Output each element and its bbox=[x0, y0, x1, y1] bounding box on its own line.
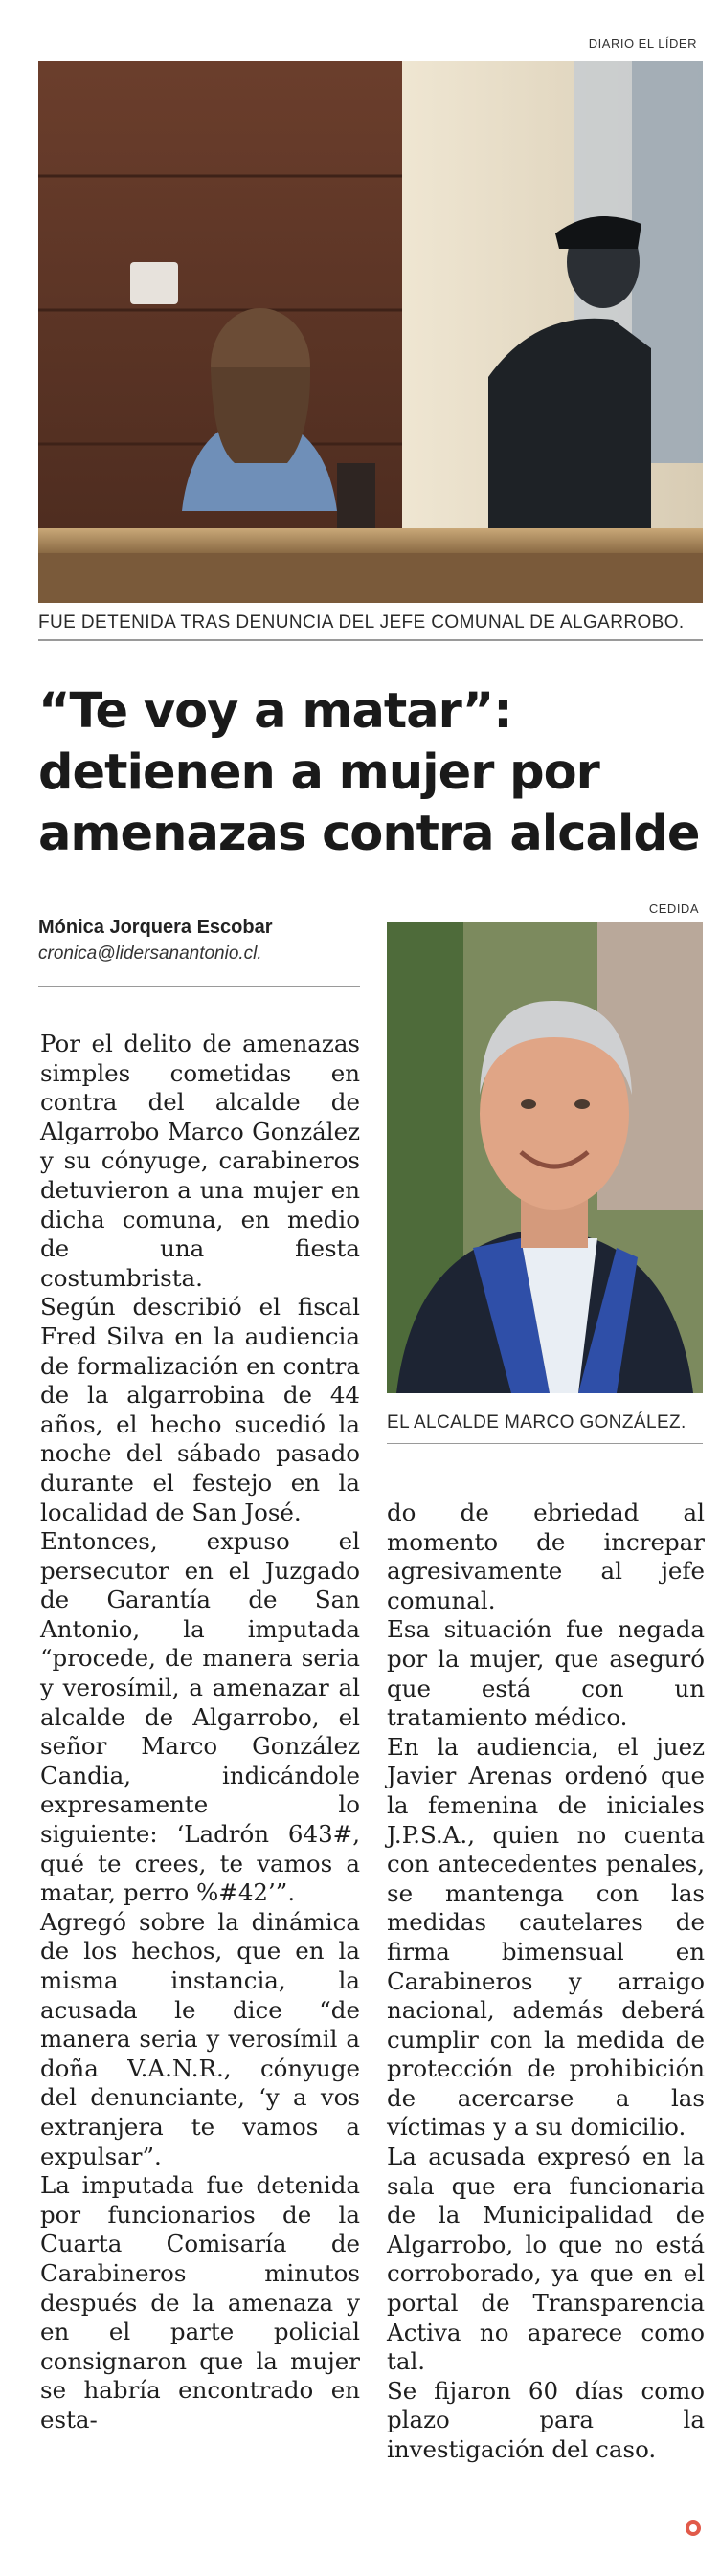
paragraph: La acusada expresó en la sala que era funcionaria de la Municipalidad de Algarrobo, lo que no está corroborado, ya que en el portal de Transparencia Activa no aparece como tal. bbox=[387, 2143, 705, 2376]
paragraph: do de ebriedad al momento de increpar agresivamente al jefe comunal. bbox=[387, 1499, 705, 1614]
courtroom-photo-illustration bbox=[38, 61, 703, 603]
mayor-caption-divider bbox=[387, 1443, 703, 1444]
paragraph: En la audiencia, el juez Javier Arenas ordenó que la femenina de iniciales J.P.S.A., quien no cuenta con antecedentes penales, se mantenga con las medidas cautelares de firma bimensual en Carabineros y arraigo nacional, además deberá cumplir con la medida de protección de prohibición de acercarse a las víctimas y a su domicilio. bbox=[387, 1732, 705, 2142]
byline-author: Mónica Jorquera Escobar bbox=[38, 917, 273, 938]
mayor-photo-caption: EL ALCALDE MARCO GONZÁLEZ. bbox=[387, 1412, 686, 1432]
byline-divider bbox=[38, 986, 360, 987]
paragraph: La imputada fue detenida por funcionarios de la Cuarta Comisaría de Carabineros minutos después de la amenaza y en el parte policial consignaron que la mujer se habría encontrado en esta- bbox=[40, 2171, 360, 2433]
mayor-portrait-illustration bbox=[387, 922, 703, 1393]
paragraph: Agregó sobre la dinámica de los hechos, que en la misma instancia, la acusada le dice “de manera seria y verosímil a doña V.A.N.R., cónyuge del denunciante, ‘y a vos extranjera te vamos a expulsar”. bbox=[40, 1907, 360, 2170]
paragraph: Por el delito de amenazas simples cometidas en contra del alcalde de Algarrobo Marco González y su cónyuge, carabineros detuvieron a una mujer en dicha comuna, en medio de una fiesta costumbrista. bbox=[40, 1030, 360, 1292]
end-of-article-icon bbox=[686, 2520, 701, 2536]
mayor-photo bbox=[387, 922, 703, 1393]
top-photo-caption: FUE DETENIDA TRAS DENUNCIA DEL JEFE COMUNAL DE ALGARROBO. bbox=[38, 612, 685, 633]
paragraph: Entonces, expuso el persecutor en el Juzgado de Garantía de San Antonio, la imputada “procede, de manera seria y verosímil, a amenazar al alcalde de Algarrobo, el señor Marco González Candia, indicándole expresamente lo siguiente: ‘Ladrón 643#, qué te crees, te vamos a matar, perro %#42’”. bbox=[40, 1527, 360, 1907]
caption-divider bbox=[38, 639, 703, 641]
mayor-photo-credit: CEDIDA bbox=[648, 901, 699, 916]
paragraph: Esa situación fue negada por la mujer, que aseguró que está con un tratamiento médico. bbox=[387, 1615, 705, 1732]
paragraph: Según describió el fiscal Fred Silva en la audiencia de formalización en contra de la algarrobina de 44 años, el hecho sucedió la noche del sábado pasado durante el festejo en la localidad de San José. bbox=[40, 1293, 360, 1526]
article-column-2 bbox=[387, 1499, 705, 2465]
byline-email[interactable]: cronica@lidersanantonio.cl. bbox=[38, 944, 262, 964]
headline-line-2: detienen a mujer por bbox=[38, 744, 599, 801]
headline-line-1: “Te voy a matar”: bbox=[38, 683, 512, 740]
newspaper-credit: DIARIO EL LÍDER bbox=[588, 36, 697, 51]
article-column-1 bbox=[40, 1030, 360, 2435]
paragraph: Se fijaron 60 días como plazo para la investigación del caso. bbox=[387, 2376, 705, 2463]
courtroom-photo bbox=[38, 61, 703, 603]
headline bbox=[38, 681, 699, 865]
headline-line-3: amenazas contra alcalde bbox=[38, 806, 700, 862]
